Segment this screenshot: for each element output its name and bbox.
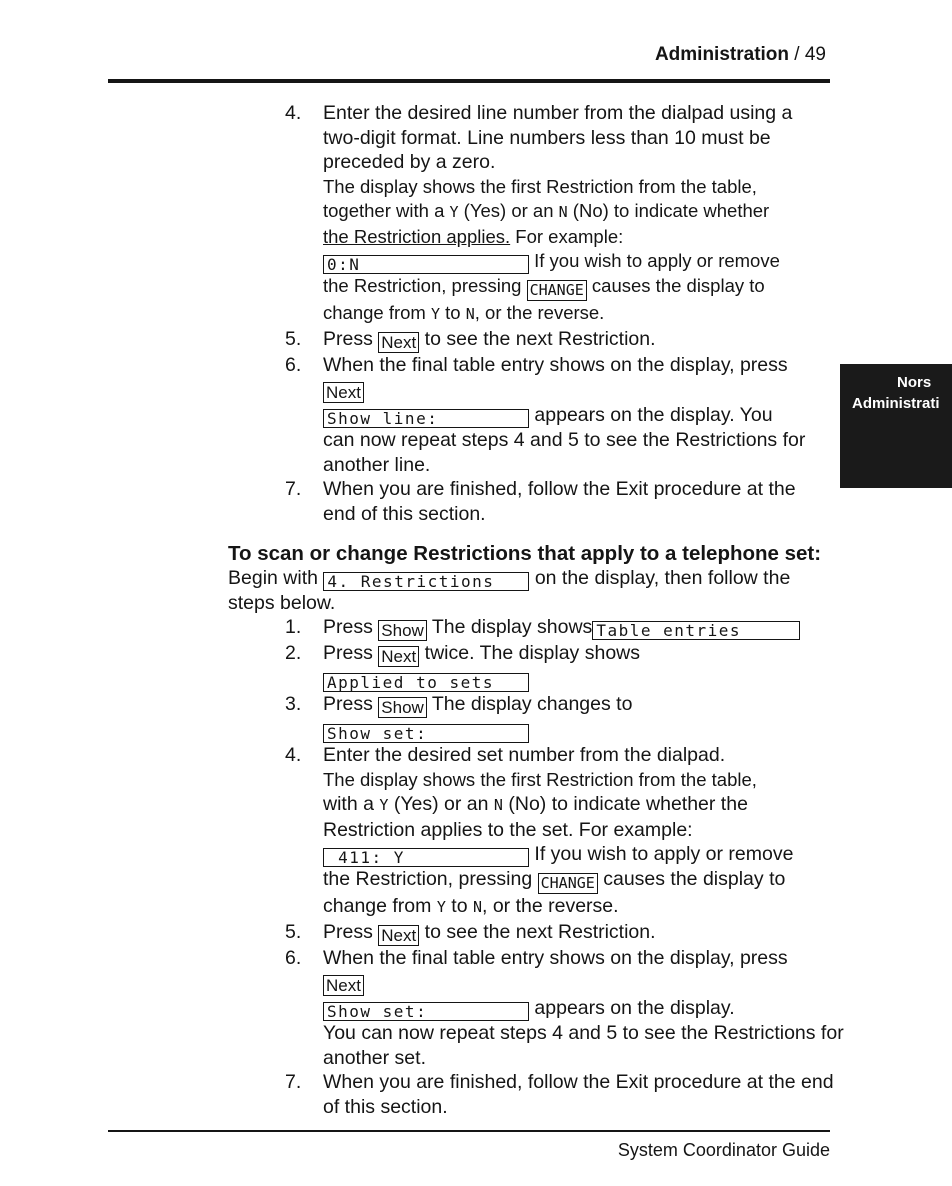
lcd-display: Show line: _ [323, 409, 529, 428]
lcd-display: 4. Restrictions [323, 572, 529, 591]
display-line: Restriction applies to the set. For example: [323, 818, 693, 841]
next-key: Next [378, 332, 419, 353]
step-number: 1. [285, 616, 302, 638]
n-char: N [558, 203, 568, 221]
display-line [323, 792, 845, 818]
text: to see the next Restriction. [424, 920, 656, 943]
step-number: 5. [285, 327, 302, 350]
display-line [323, 842, 845, 867]
text: appears on the display. [534, 997, 735, 1019]
step-number: 2. [285, 642, 302, 664]
text: causes the display to [603, 868, 786, 890]
display-line [323, 894, 845, 920]
step-number: 4. [285, 102, 302, 124]
text: with a [323, 793, 374, 815]
next-key: Next [378, 646, 419, 667]
step-text: Enter the desired set number from the dialpad. [323, 744, 726, 766]
side-tab-line1: Nors [897, 374, 932, 391]
step-text: When you are finished, follow the Exit procedure at the end of this section. [323, 1071, 834, 1118]
text: The display changes to [431, 693, 633, 715]
step-text: can now repeat steps 4 and 5 to see the Restrictions for another line. [323, 429, 806, 476]
text: change from [323, 895, 432, 917]
text: Press [323, 642, 373, 664]
step-5 [285, 920, 845, 946]
show-key: Show [378, 620, 427, 641]
step-number: 4. [285, 744, 302, 766]
step-number: 5. [285, 920, 302, 943]
text: to [451, 895, 468, 917]
step-number: 7. [285, 1071, 302, 1093]
show-key: Show [378, 697, 427, 718]
text: change from [323, 302, 426, 323]
step-5 [285, 327, 830, 353]
step-number: 3. [285, 693, 302, 715]
key-line [323, 377, 830, 403]
lcd-line [323, 403, 830, 428]
step-7 [285, 1070, 845, 1119]
lcd-line [323, 996, 845, 1021]
step-4 [285, 743, 845, 920]
next-key: Next [378, 925, 419, 946]
display-line-4 [323, 249, 830, 274]
text: The display shows [431, 616, 593, 638]
lcd-display: Applied to sets [323, 673, 529, 692]
step-text: When you are finished, follow the Exit procedure at the end of this section. [323, 478, 796, 525]
lcd-display: Show set: _ [323, 724, 529, 743]
step-4 [285, 101, 830, 175]
display-line: The display shows the first Restriction from the table, [323, 768, 757, 790]
change-key: CHANGE [538, 873, 598, 894]
text: Press [323, 693, 373, 715]
page-header [655, 44, 826, 66]
step-2 [285, 641, 845, 692]
text: together with a [323, 200, 445, 221]
display-line-6 [323, 301, 830, 327]
text: causes the display to [591, 275, 765, 296]
lcd-display: Table entries [592, 621, 800, 640]
step-3 [285, 692, 845, 743]
footer-rule [108, 1130, 830, 1132]
text: , or the reverse. [482, 895, 619, 917]
n-char: N [472, 898, 482, 916]
display-line-1: The display shows the first Restriction from the table, [323, 175, 757, 197]
footer-title: System Coordinator Guide [617, 1140, 830, 1160]
lcd-display: 411: Y [323, 848, 529, 867]
text: on the display, then follow the [534, 567, 791, 589]
text: Begin with [228, 567, 318, 589]
text: If you wish to apply or remove [534, 843, 794, 865]
text: Press [323, 920, 373, 943]
text: the Restriction applies. [323, 225, 511, 247]
step-6 [285, 946, 845, 1071]
display-line-5 [323, 274, 830, 301]
n-char: N [493, 796, 503, 814]
lcd-display: 0:N [323, 255, 529, 274]
side-tab-line2: Administrati [852, 395, 940, 412]
next-key: Next [323, 382, 364, 403]
y-char: Y [379, 796, 389, 814]
header-page-number: / 49 [794, 44, 826, 65]
section2-steps [285, 615, 845, 1119]
text: (No) to indicate whether the [508, 793, 748, 815]
y-char: Y [436, 898, 446, 916]
side-tab [840, 364, 952, 488]
text: For example: [515, 225, 624, 247]
n-char: N [465, 305, 475, 323]
step-4-display [285, 175, 830, 327]
header-section: Administration [654, 44, 790, 65]
header-rule [108, 79, 830, 83]
text: twice. The display shows [424, 642, 640, 664]
step-number: 6. [285, 946, 302, 969]
display-line [323, 867, 845, 894]
display-line-2 [323, 199, 830, 225]
text: (Yes) or an [463, 200, 554, 221]
lcd-line [323, 667, 845, 692]
section1-steps [285, 101, 830, 526]
section-intro [228, 566, 838, 616]
change-key: CHANGE [527, 280, 587, 301]
text: appears on the display. You [534, 404, 773, 426]
text: , or the reverse. [474, 302, 605, 323]
step-number: 6. [285, 353, 302, 376]
step-7 [285, 477, 830, 526]
text: to [445, 302, 461, 323]
text: Press [323, 616, 373, 638]
text: to see the next Restriction. [424, 327, 656, 350]
text: steps below. [228, 592, 336, 614]
step-number: 7. [285, 478, 302, 500]
text: (Yes) or an [393, 793, 489, 815]
step-text: When the final table entry shows on the display, press [323, 353, 788, 376]
next-key: Next [323, 975, 364, 996]
text: the Restriction, pressing [323, 868, 533, 890]
lcd-line [323, 718, 845, 743]
display-line-3 [323, 225, 830, 250]
text: Press [323, 327, 373, 350]
text: the Restriction, pressing [323, 275, 522, 296]
step-6 [285, 353, 830, 478]
text: If you wish to apply or remove [534, 250, 780, 271]
text: (No) to indicate whether [572, 200, 770, 221]
key-line [323, 970, 845, 996]
step-text: When the final table entry shows on the display, press [323, 946, 788, 969]
step-1 [285, 615, 845, 641]
y-char: Y [430, 305, 441, 323]
step-text: You can now repeat steps 4 and 5 to see the Restrictions for another set. [323, 1022, 844, 1069]
lcd-display: Show set: _ [323, 1002, 529, 1021]
y-char: Y [449, 203, 459, 221]
section-heading: To scan or change Restrictions that apply to a telephone set: [228, 542, 822, 565]
step-text: Enter the desired line number from the dialpad using a two-digit format. Line numbers less than 10 must be preceded by a zero. [323, 102, 793, 173]
